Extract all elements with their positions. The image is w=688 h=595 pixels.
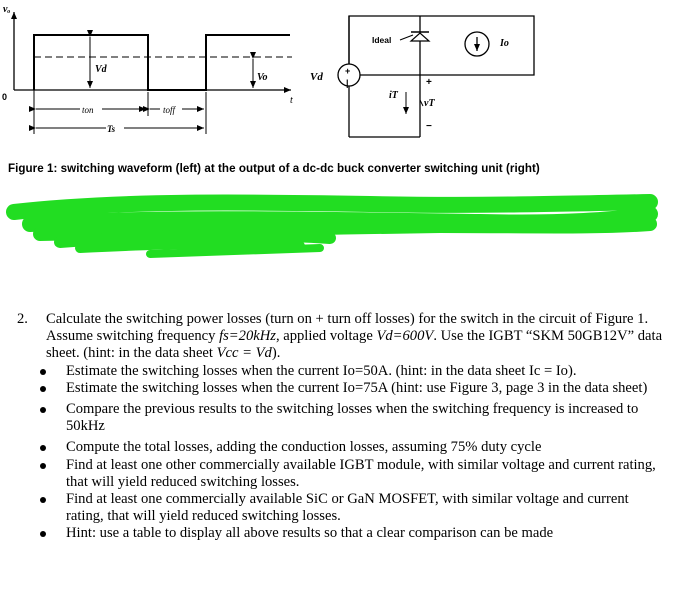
bullet-icon bbox=[40, 497, 46, 503]
it-label: iT bbox=[389, 90, 398, 101]
toff-label: toff bbox=[163, 105, 176, 115]
buck-switch-circuit bbox=[310, 16, 534, 137]
ton-label: ton bbox=[82, 105, 94, 115]
vo-label: Vo bbox=[257, 72, 268, 83]
question-2 bbox=[17, 311, 664, 543]
question-intro: Calculate the switching power losses (turn on + turn off losses) for the switch in the circuit of Figure 1. Assume switching frequency fs=20kHz, applied voltage Vd=600V. Use the IGBT “SKM 50GB12V” data sheet. (hint: in the data sheet Vcc = Vd). bbox=[46, 311, 663, 362]
vt-label: vT bbox=[424, 98, 435, 109]
task-list bbox=[28, 363, 664, 543]
list-item: Compute the total losses, adding the conduction losses, assuming 75% duty cycle bbox=[28, 439, 664, 456]
bullet-icon bbox=[40, 386, 46, 392]
axis-y-label: vₒ bbox=[3, 4, 11, 15]
io-label: Io bbox=[500, 38, 509, 49]
minus-sign: − bbox=[426, 121, 432, 132]
list-item: Find at least one other commercially available IGBT module, with similar voltage and current rating, that will yield reduced switching losses. bbox=[28, 457, 664, 491]
list-item: Compare the previous results to the switching losses when the switching frequency is increased to 50kHz bbox=[28, 401, 664, 435]
source-label: Vd bbox=[310, 71, 323, 83]
bullet-icon bbox=[40, 407, 46, 413]
ideal-label: Ideal bbox=[372, 35, 392, 45]
svg-text:|: | bbox=[346, 78, 349, 88]
bullet-icon bbox=[40, 445, 46, 451]
vd-label: Vd bbox=[95, 64, 107, 75]
list-item: Hint: use a table to display all above results so that a clear comparison can be made bbox=[28, 525, 664, 542]
list-item: Find at least one commercially available SiC or GaN MOSFET, with similar voltage and current rating, that will yield reduced switching losses. bbox=[28, 491, 664, 525]
figure-caption: Figure 1: switching waveform (left) at the output of a dc-dc buck converter switching unit (right) bbox=[8, 162, 540, 175]
plus-sign: + bbox=[426, 77, 432, 88]
ts-label: Ts bbox=[107, 124, 116, 134]
bullet-icon bbox=[40, 463, 46, 469]
svg-text:+: + bbox=[345, 66, 351, 76]
bullet-icon bbox=[40, 531, 46, 537]
switching-waveform bbox=[2, 4, 293, 134]
list-item: Estimate the switching losses when the current Io=50A. (hint: in the data sheet Ic = Io). bbox=[28, 363, 664, 380]
redaction-scribble bbox=[0, 190, 688, 280]
question-number: 2. bbox=[17, 311, 28, 327]
bullet-icon bbox=[40, 369, 46, 375]
list-item: Estimate the switching losses when the current Io=75A (hint: use Figure 3, page 3 in the data sheet) bbox=[28, 380, 664, 397]
axis-x-label: t bbox=[290, 95, 293, 106]
figure-1 bbox=[0, 0, 688, 160]
origin-label: 0 bbox=[2, 92, 8, 102]
